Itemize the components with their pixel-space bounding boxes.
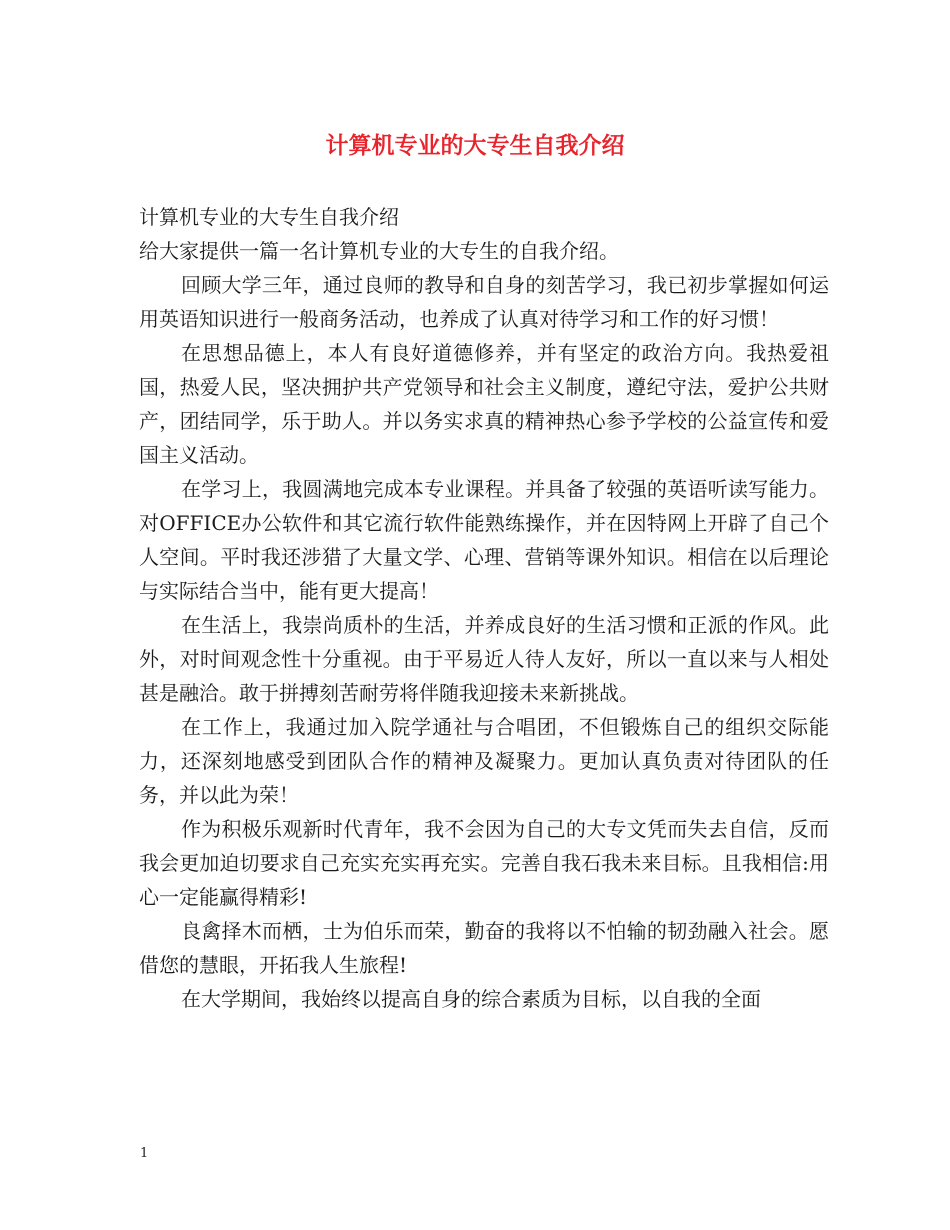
paragraph-life: 在生活上，我崇尚质朴的生活，并养成良好的生活习惯和正派的作风。此外，对时间观念性十分重视。由于平易近人待人友好，所以一直以来与人相处甚是融洽。敢于拼搏刻苦耐劳将伴随我迎接未来新挑战。 [139, 613, 829, 705]
document-body [139, 200, 829, 1016]
paragraph-university: 在大学期间，我始终以提高自身的综合素质为目标，以自我的全面 [181, 987, 761, 1011]
paragraph-study: 在学习上，我圆满地完成本专业课程。并具备了较强的英语听读写能力。对OFFICE办公软件和其它流行软件能熟练操作，并在因特网上开辟了自己个人空间。平时我还涉猎了大量文学、心理、营销等课外知识。相信在以后理论与实际结合当中，能有更大提高！ [139, 477, 829, 603]
document-title: 计算机专业的大专生自我介绍 [325, 132, 625, 159]
intro-line: 给大家提供一篇一名计算机专业的大专生的自我介绍。 [139, 239, 619, 263]
page-number: 1 [140, 1146, 149, 1161]
paragraph-closing: 良禽择木而栖，士为伯乐而荣，勤奋的我将以不怕输的韧劲融入社会。愿借您的慧眼，开拓我人生旅程! [139, 919, 829, 977]
document-subtitle: 计算机专业的大专生自我介绍 [139, 205, 399, 229]
paragraph-morality: 在思想品德上，本人有良好道德修养，并有坚定的政治方向。我热爱祖国，热爱人民，坚决拥护共产党领导和社会主义制度，遵纪守法，爱护公共财产，团结同学，乐于助人。并以务实求真的精神热心参予学校的公益宣传和爱国主义活动。 [139, 341, 829, 467]
paragraph-review: 回顾大学三年，通过良师的教导和自身的刻苦学习，我已初步掌握如何运用英语知识进行一般商务活动，也养成了认真对待学习和工作的好习惯！ [139, 273, 829, 331]
paragraph-confidence: 作为积极乐观新时代青年，我不会因为自己的大专文凭而失去自信，反而我会更加迫切要求自己充实充实再充实。完善自我石我未来目标。且我相信:用心一定能赢得精彩! [139, 817, 829, 909]
paragraph-work: 在工作上，我通过加入院学通社与合唱团，不但锻炼自己的组织交际能力，还深刻地感受到团队合作的精神及凝聚力。更加认真负责对待团队的任务，并以此为荣！ [139, 715, 829, 807]
